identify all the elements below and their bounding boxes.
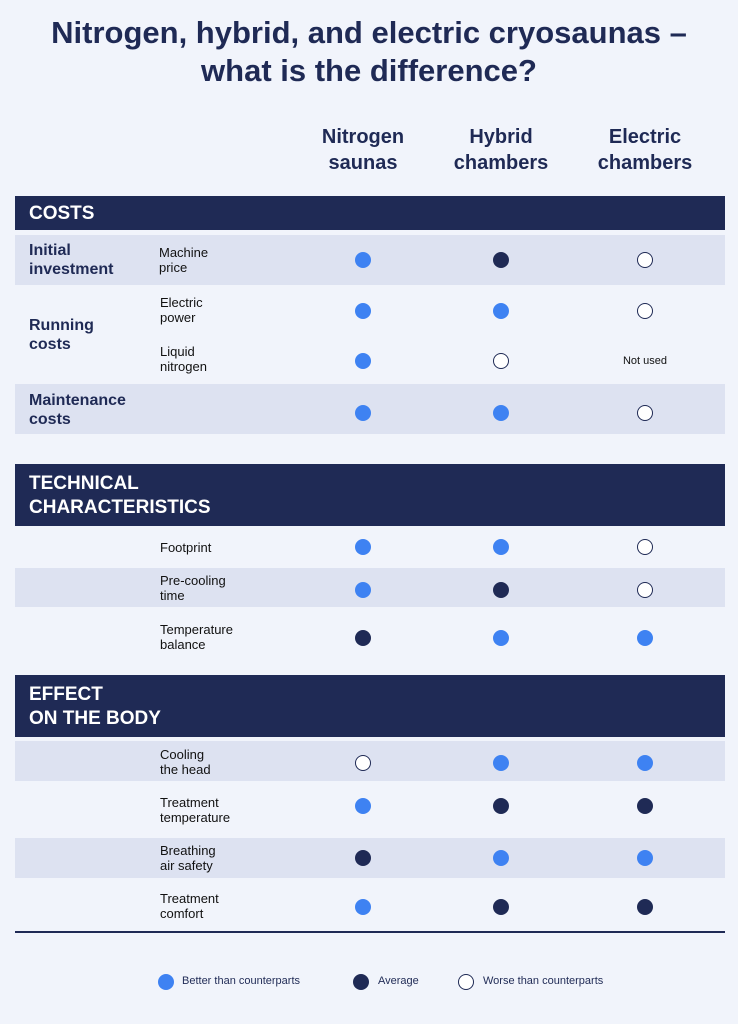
row-label-footprint: Footprint — [160, 540, 212, 555]
group-initial-investment: Initial investment — [29, 242, 114, 278]
rating-dot-average — [493, 899, 509, 915]
rating-dot-better — [493, 630, 509, 646]
group-running-costs: Running costs — [29, 317, 94, 353]
rating-dot-better — [493, 303, 509, 319]
rating-dot-average — [355, 850, 371, 866]
legend-average-dot — [353, 974, 369, 990]
row-label-temperature-balance: Temperature balance — [160, 622, 233, 652]
rating-dot-better — [493, 850, 509, 866]
group-maintenance-costs: Maintenance costs — [29, 392, 126, 428]
title-line-2: what is the difference? — [201, 53, 537, 88]
column-header-hybrid: Hybrid chambers — [453, 126, 549, 174]
rating-dot-better — [355, 303, 371, 319]
page-title — [0, 14, 738, 90]
rating-dot-worse — [637, 582, 653, 598]
rating-dot-average — [637, 798, 653, 814]
rating-dot-better — [355, 899, 371, 915]
section-costs: COSTS — [15, 196, 725, 230]
column-header-nitrogen: Nitrogen saunas — [321, 126, 405, 174]
rating-dot-worse — [637, 252, 653, 268]
rating-dot-better — [355, 405, 371, 421]
section-effect-on-the-body: EFFECT ON THE BODY — [15, 675, 725, 737]
column-header-electric: Electric chambers — [597, 126, 693, 174]
rating-dot-better — [493, 755, 509, 771]
title-line-1: Nitrogen, hybrid, and electric cryosaunas – — [51, 15, 687, 50]
row-label-liquid-nitrogen: Liquid nitrogen — [160, 344, 207, 374]
rating-dot-better — [637, 630, 653, 646]
rating-dot-better — [637, 850, 653, 866]
rating-dot-worse — [637, 405, 653, 421]
legend-worse-label: Worse than counterparts — [483, 975, 604, 987]
rating-dot-average — [493, 582, 509, 598]
rating-dot-worse — [355, 755, 371, 771]
rating-dot-better — [355, 353, 371, 369]
rating-dot-average — [637, 899, 653, 915]
row-label-treatment-temperature: Treatment temperature — [160, 795, 231, 825]
rating-dot-worse — [637, 303, 653, 319]
rating-dot-better — [355, 582, 371, 598]
legend-better-label: Better than counterparts — [182, 975, 301, 987]
table-bottom-divider — [15, 931, 725, 933]
rating-dot-better — [355, 798, 371, 814]
rating-dot-better — [355, 252, 371, 268]
row-label-machine-price: Machine price — [159, 245, 209, 275]
row-label-breathing-air-safety: Breathing air safety — [160, 843, 216, 873]
rating-dot-average — [493, 798, 509, 814]
rating-dot-better — [637, 755, 653, 771]
legend-worse-dot — [458, 974, 474, 990]
rating-dot-worse — [493, 353, 509, 369]
rating-dot-average — [355, 630, 371, 646]
legend-average-label: Average — [378, 975, 419, 987]
rating-dot-better — [355, 539, 371, 555]
row-label-electric-power: Electric power — [160, 295, 203, 325]
rating-dot-average — [493, 252, 509, 268]
section-technical-characteristics: TECHNICAL CHARACTERISTICS — [15, 464, 725, 526]
rating-dot-better — [493, 539, 509, 555]
not-used-label: Not used — [622, 355, 668, 367]
row-label-treatment-comfort: Treatment comfort — [160, 891, 219, 921]
row-label-pre-cooling-time: Pre-cooling time — [160, 573, 226, 603]
legend-better-dot — [158, 974, 174, 990]
row-label-cooling-the-head: Cooling the head — [160, 747, 211, 777]
rating-dot-worse — [637, 539, 653, 555]
rating-dot-better — [493, 405, 509, 421]
